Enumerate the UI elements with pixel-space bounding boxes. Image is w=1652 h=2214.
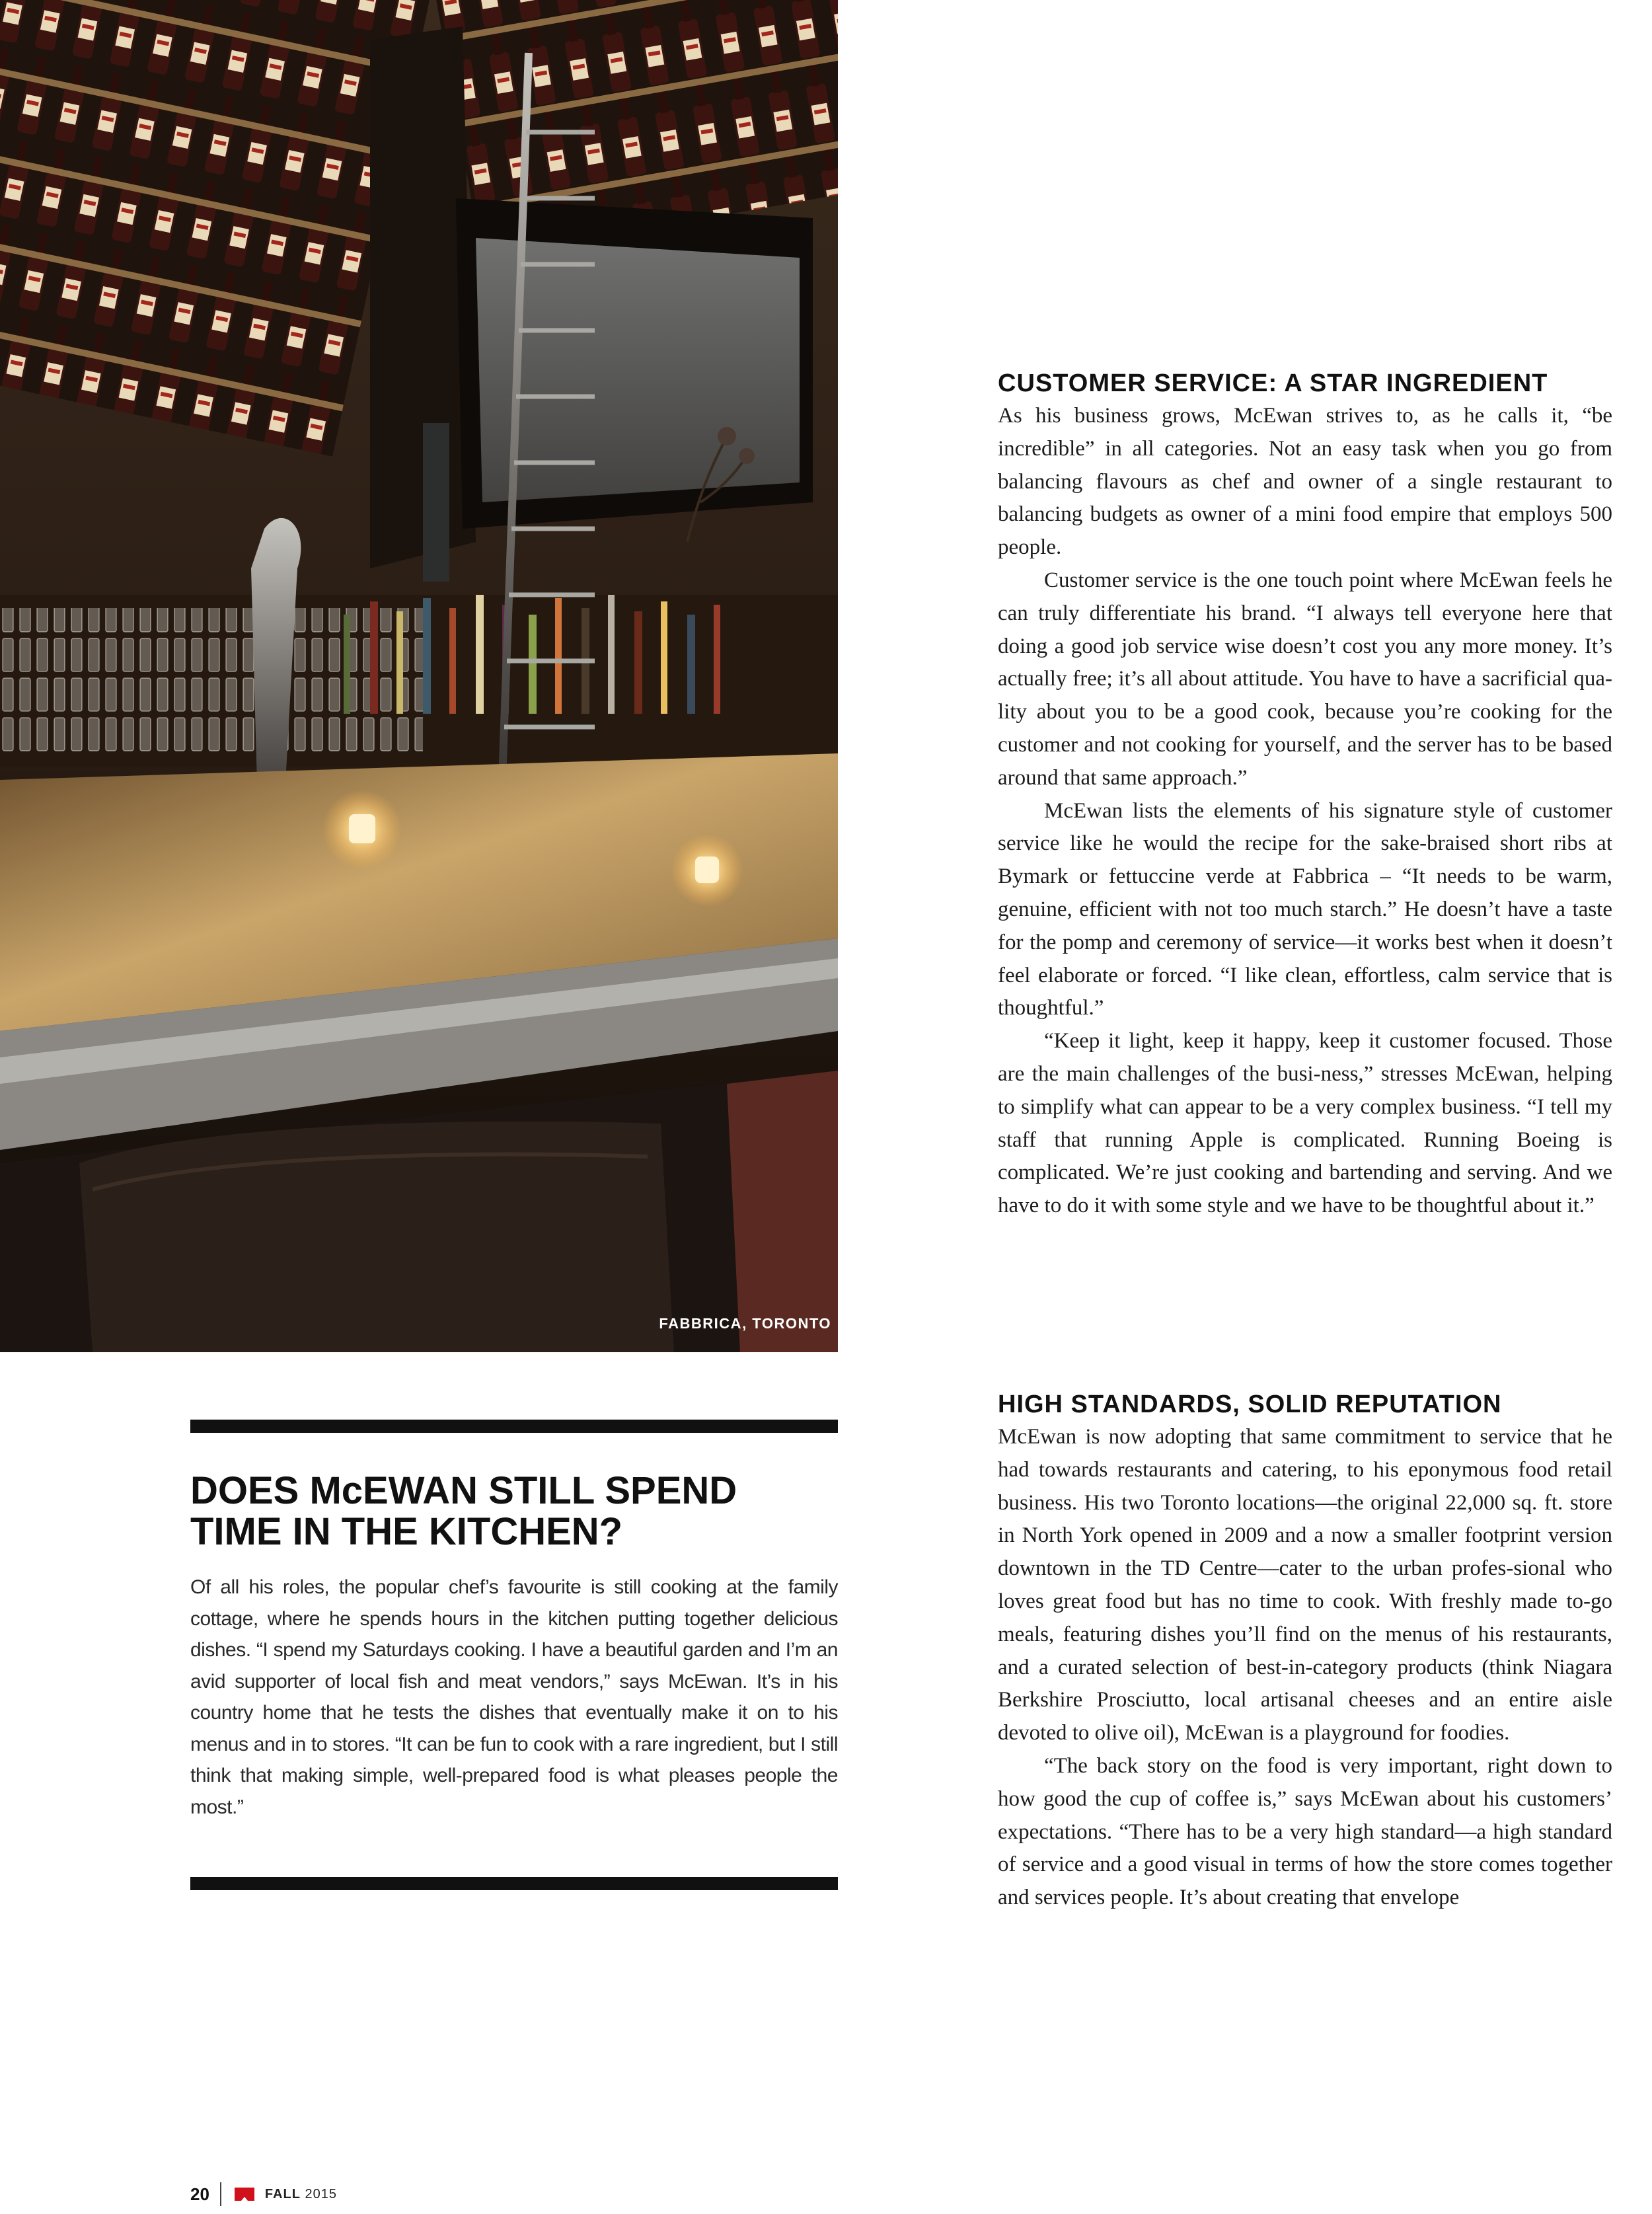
article-paragraph: McEwan lists the elements of his signature style of customer service like he would the recipe for the sake-braised short ribs at Bymark or fettuccine verde at Fabbrica – “It needs to be warm, genuine, efficient with not too much starch.” He doesn’t have a taste for the pomp and ceremony of service—it works best when it doesn’t feel elaborate or forced. “I like clean, effortless, calm service that is thoughtful.” [998,798,1612,1020]
footer-divider [220,2182,221,2206]
issue-season: FALL [264,2186,301,2201]
article-paragraph: Customer service is the one touch point where McEwan feels he can truly differentiate his brand. “I always tell everyone here that doing a good job service wise doesn’t cost you any more money. It’s actually free; it’s all about attitude. You have to have a sacrificial qua-lity about you to be a good cook, because you’re cooking for the customer and not cooking for yourself, and the server has to be based around that same approach.” [998,568,1612,790]
magazine-logo-icon [233,2186,256,2202]
section-heading: HIGH STANDARDS, SOLID REPUTATION [998,1391,1502,1418]
sidebar-bottom-rule [190,1877,838,1890]
fabbrica-bar-illustration [0,0,838,1352]
photo-caption: FABBRICA, TORONTO [659,1315,831,1332]
article-paragraph: As his business grows, McEwan strives to, as he calls it, “be incredible” in all categories. Not an easy task when you go from balancing flavours as chef and owner of a single restaurant to balancing budgets as owner of a mini food empire that employs 500 people. [998,404,1612,560]
section-heading: CUSTOMER SERVICE: A STAR INGREDIENT [998,369,1548,397]
article-paragraph: McEwan is now adopting that same commitment to service that he had towards restaurants and catering, to his eponymous food retail business. His two Toronto locations—the original 22,000 sq. ft. store in North York opened in 2009 and a now a smaller footprint version downtown in the TD Centre—cater to the urban profes-sional who loves great food but has no time to cook. With freshly made to-go meals, featuring dishes you’ll find on the menus of his restaurants, and a curated selection of best-in-category products (think Niagara Berkshire Prosciutto, local artisanal cheeses and an entire aisle devoted to olive oil), McEwan is a playground for foodies. [998,1425,1612,1745]
issue-year: 2015 [305,2186,337,2201]
article-paragraph: “The back story on the food is very important, right down to how good the cup of coffee is,” says McEwan about his customers’ expectations. “There has to be a very high standard—a high standard of service and a good visual in terms of how the store comes together and services people. It’s about creating that envelope [998,1753,1612,1910]
restaurant-photo [0,0,838,1352]
page-footer [190,2181,337,2207]
sidebar-body: Of all his roles, the popular chef’s favourite is still cooking at the family cottage, where he spends hours in the kitchen putting together delicious dishes. “I spend my Saturdays cooking. I have a beautiful garden and I’m an avid supporter of local fish and meat vendors,” says McEwan. It’s in his country home that he tests the dishes that eventually make it on to his menus and in to stores. “It can be fun to cook with a rare ingredient, but I still think that making simple, well-prepared food is what pleases people the most.” [190,1576,838,1818]
sidebar-title: DOES McEWAN STILL SPEND TIME IN THE KITCHEN? [190,1469,737,1553]
sidebar-top-rule [190,1420,838,1433]
article-paragraph: “Keep it light, keep it happy, keep it customer focused. Those are the main challenges of the busi-ness,” stresses McEwan, helping to simplify what can appear to be a very complex business. “I tell my staff that running Apple is complicated. Running Boeing is complicated. We’re just cooking and bartending and serving. And we have to do it with some style and we have to be thoughtful about it.” [998,1029,1612,1218]
article-section-customer-service [998,367,1612,1223]
issue-label [265,2187,337,2202]
page-number: 20 [190,2184,209,2204]
article-section-high-standards [998,1388,1612,1915]
